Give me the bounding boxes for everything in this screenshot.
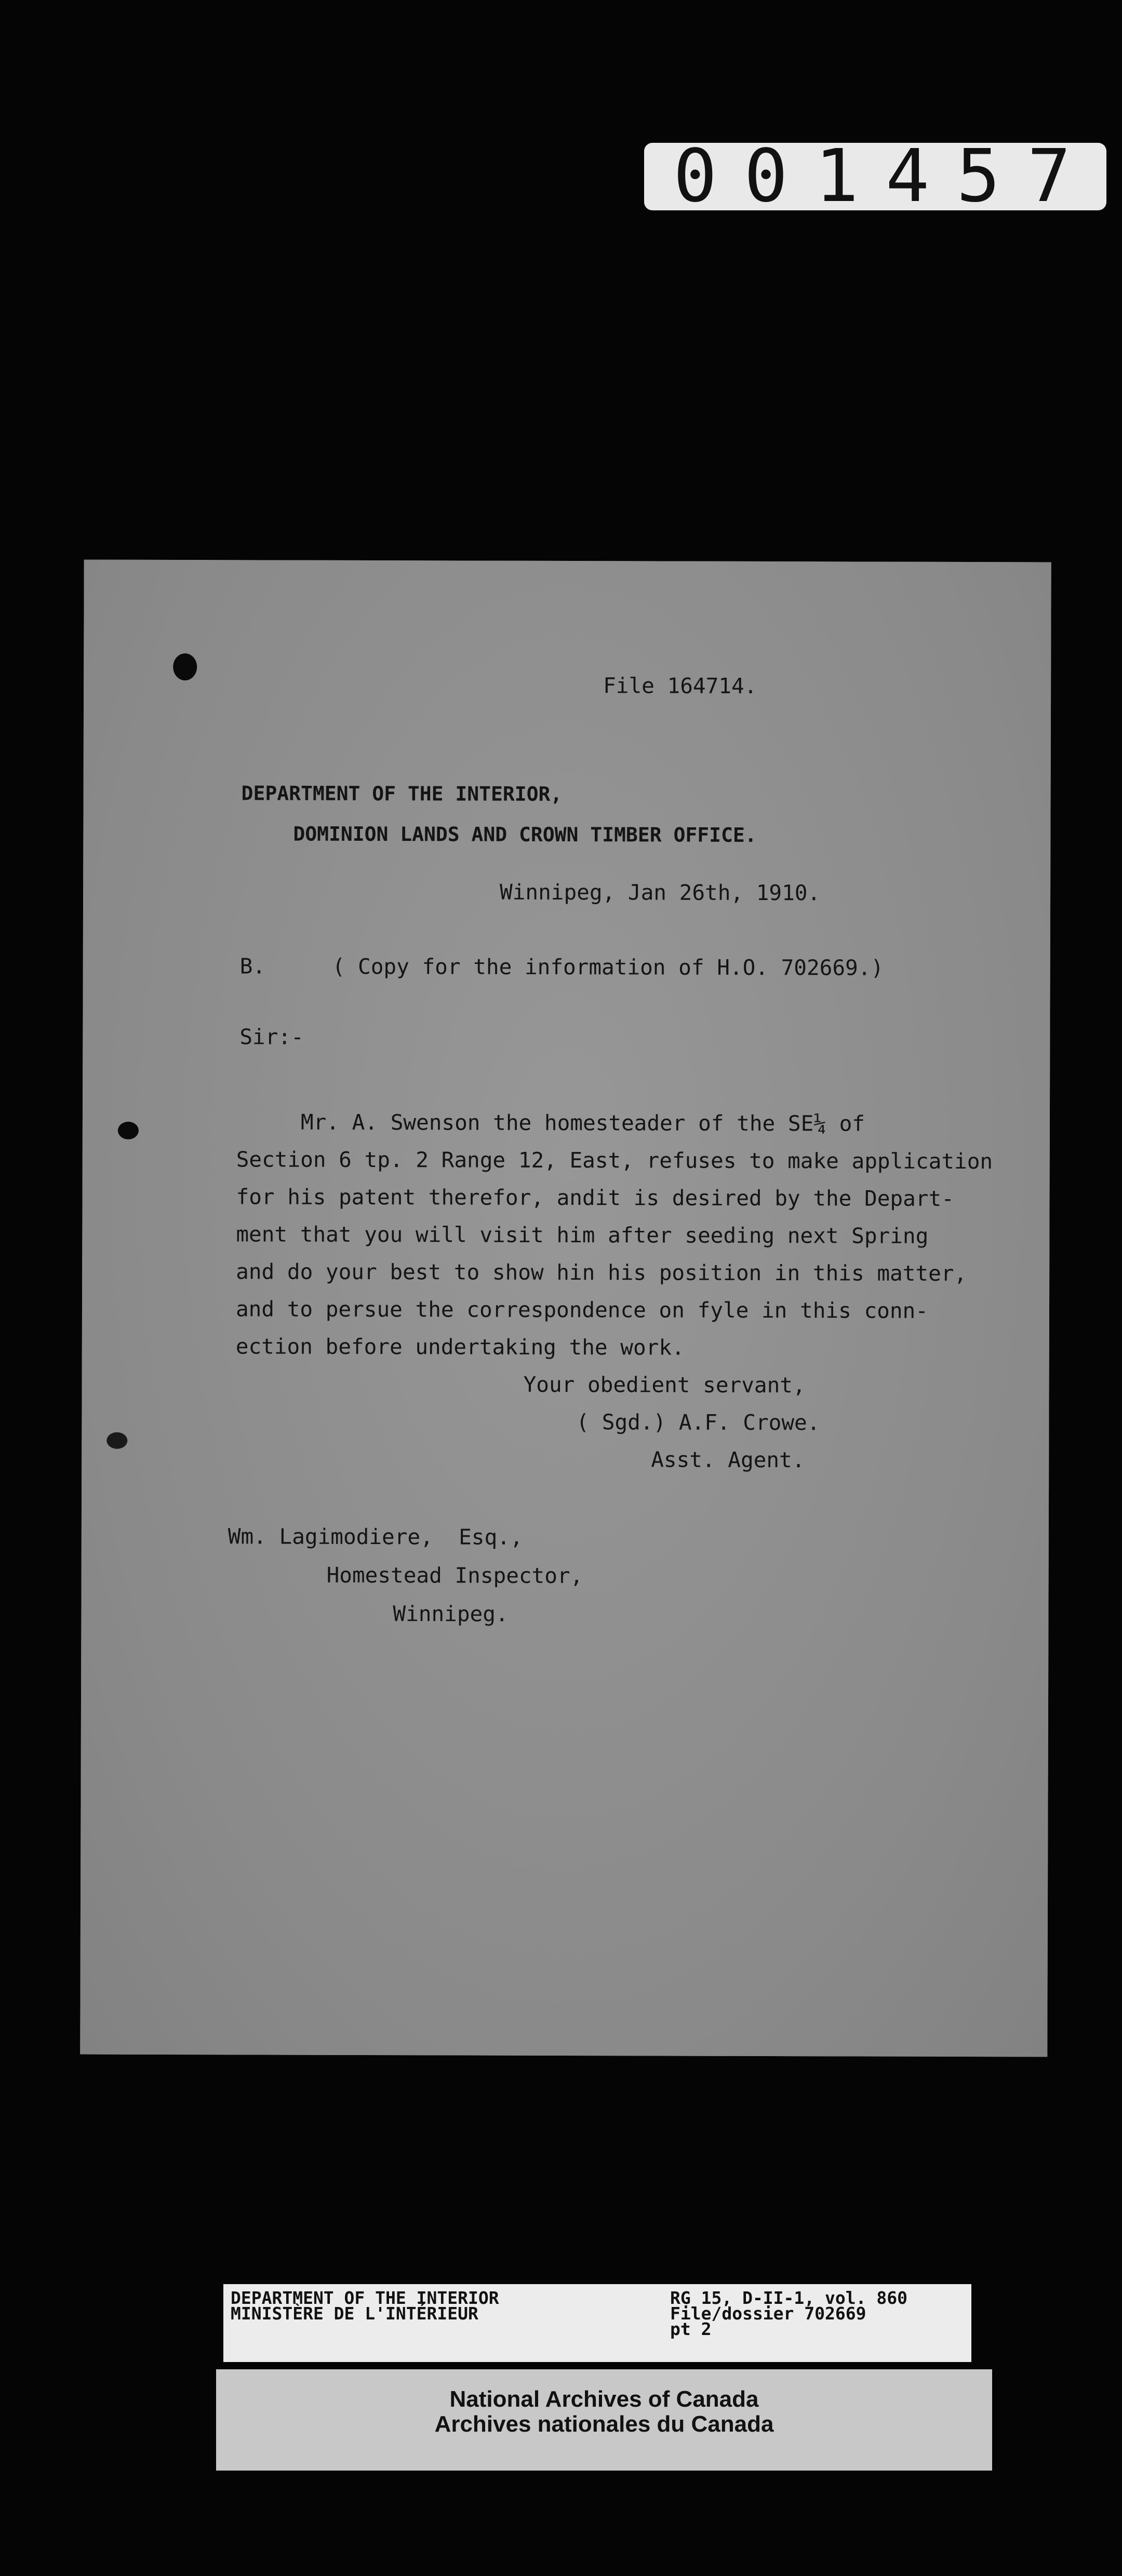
record-group-ref: RG 15, D-II-1, vol. 860 <box>670 2288 907 2308</box>
body-line: Mr. A. Swenson the homesteader of the SE¼ of <box>300 1109 865 1136</box>
frame-number: 001457 <box>673 143 1098 210</box>
punch-hole-lower <box>106 1432 127 1449</box>
file-dossier-ref: File/dossier 702669 <box>670 2303 866 2324</box>
signer-title: Asst. Agent. <box>651 1447 805 1473</box>
addressee-title: Homestead Inspector, <box>326 1562 583 1589</box>
salutation: Sir:- <box>239 1024 304 1050</box>
frame-number-stamp <box>644 143 1106 210</box>
body-line: ment that you will visit him after seeding next Spring <box>236 1222 929 1249</box>
body-line: and do your best to show hin his position in this matter, <box>236 1259 967 1286</box>
archives-name-fr: Archives nationales du Canada <box>434 2411 774 2437</box>
body-line: and to persue the correspondence on fyle in this conn- <box>235 1296 929 1323</box>
copy-prefix: B. <box>239 954 266 979</box>
body-line: Section 6 tp. 2 Range 12, East, refuses to make application <box>236 1147 993 1174</box>
addressee-city: Winnipeg. <box>393 1601 509 1627</box>
office-heading: DOMINION LANDS AND CROWN TIMBER OFFICE. <box>293 822 757 847</box>
closing: Your obedient servant, <box>523 1372 806 1398</box>
archives-banner <box>216 2369 992 2471</box>
file-reference: File 164714. <box>603 673 757 699</box>
punch-hole-middle <box>118 1122 139 1139</box>
letter-page <box>80 560 1051 2057</box>
copy-note: ( Copy for the information of H.O. 702669.) <box>332 954 884 981</box>
place-date: Winnipeg, Jan 26th, 1910. <box>500 879 821 906</box>
body-line: for his patent therefor, andit is desired by the Depart- <box>236 1184 954 1211</box>
archive-reference-label <box>223 2284 971 2362</box>
signature: ( Sgd.) A.F. Crowe. <box>576 1410 820 1435</box>
part-ref: pt 2 <box>670 2319 712 2339</box>
department-heading: DEPARTMENT OF THE INTERIOR, <box>241 782 563 806</box>
department-en: DEPARTMENT OF THE INTERIOR <box>231 2288 499 2308</box>
addressee-name: Wm. Lagimodiere, Esq., <box>228 1524 523 1550</box>
body-line: ection before undertaking the work. <box>235 1334 685 1360</box>
punch-hole-top <box>173 653 197 680</box>
archives-name-en: National Archives of Canada <box>449 2386 759 2412</box>
department-fr: MINISTÈRE DE L'INTÉRIEUR <box>231 2303 478 2324</box>
